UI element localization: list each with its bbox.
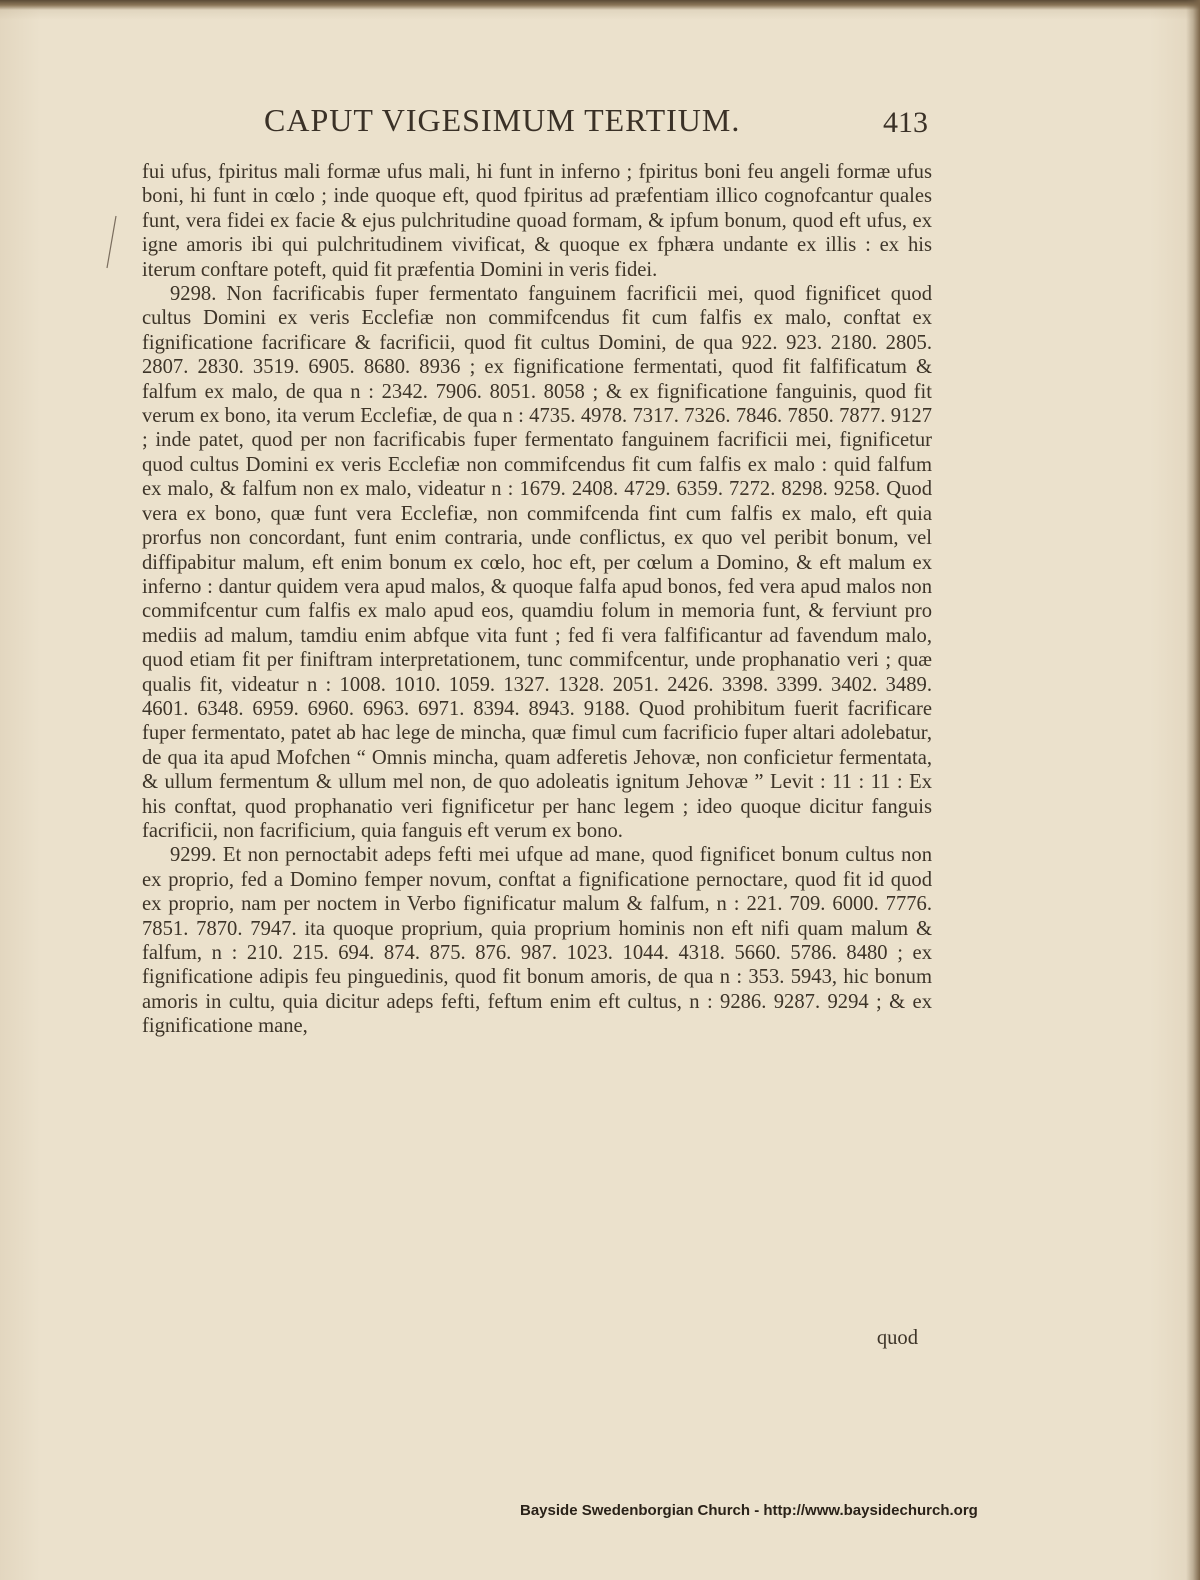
running-title: CAPUT VIGESIMUM TERTIUM. — [264, 102, 741, 138]
paragraph-continuation: fui ufus, fpiritus mali formæ ufus mali, hi funt in inferno ; fpiritus boni feu angeli formæ ufus boni, hi funt in cœlo ; inde quoque eft, quod fpiritus ad præfentiam illico cognofcantur quales funt, vera fidei ex facie & ejus pulchritudine quoad formam, & ipfum bonum, quod eft ufus, ex igne amoris ibi qui pulchritudinem vivificat, & quoque ex fphæra undante ex illis : ex his iterum conftare poteft, quid fit præfentia Domini in veris fidei. — [142, 161, 932, 281]
body-text — [142, 160, 932, 1039]
page-right-edge — [1186, 0, 1200, 1580]
margin-pencil-mark — [104, 214, 118, 270]
page-number: 413 — [883, 106, 928, 139]
page-top-edge — [0, 0, 1200, 10]
catchword: quod — [876, 1327, 918, 1349]
footer-credit: Bayside Swedenborgian Church - http://www.baysidechurch.org — [520, 1502, 978, 1519]
paragraph-9299: 9299. Et non pernoctabit adeps fefti mei ufque ad mane, quod fignificet bonum cultus non ex proprio, fed a Domino femper novum, conftat a fignificatione pernoctare, quod fit id quod ex proprio, nam per noctem in Verbo fignificatur malum & falfum, n : 221. 709. 6000. 7776. 7851. 7870. 7947. ita quoque proprium, quia proprium hominis non eft nifi quam malum & falfum, n : 210. 215. 694. 874. 875. 876. 987. 1023. 1044. 4318. 5660. 5786. 8480 ; ex fignificatione adipis feu pinguedinis, quod fit bonum amoris, de qua n : 353. 5943, hic bonum amoris in cultu, quia dicitur adeps fefti, feftum enim eft cultus, n : 9286. 9287. 9294 ; & ex fignificatione mane, — [142, 844, 932, 1038]
running-head — [142, 102, 932, 152]
paragraph-9298: 9298. Non facrificabis fuper fermentato fanguinem facrificii mei, quod fignificet quod cultus Domini ex veris Ecclefiæ non commifcendus fit cum falfis ex malo, conftat ex fignificatione facrificare & facrificii, quod fit cultus Domini, de qua 922. 923. 2180. 2805. 2807. 2830. 3519. 6905. 8680. 8936 ; ex fignificatione fermentati, quod fit falfificatum & falfum ex malo, de qua n : 2342. 7906. 8051. 8058 ; & ex fignificatione fanguinis, quod fit verum ex bono, ita verum Ecclefiæ, de qua n : 4735. 4978. 7317. 7326. 7846. 7850. 7877. 9127 ; inde patet, quod per non facrificabis fuper fermentato fanguinem facrificii mei, fignificetur quod cultus Domini ex veris Ecclefiæ non commifcendus fit cum falfis ex malo : quid falfum ex malo, & falfum non ex malo, videatur n : 1679. 2408. 4729. 6359. 7272. 8298. 9258. Quod vera ex bono, quæ funt vera Ecclefiæ, non commifcenda fint cum falfis ex malo, eft quia prorfus non concordant, funt enim contraria, unde conflictus, ex quo vel peribit bonum, vel diffipabitur malum, eft enim bonum ex cœlo, hoc eft, per cœlum a Domino, & eft malum ex inferno : dantur quidem vera apud malos, & quoque falfa apud bonos, fed vera apud malos non commifcentur cum falfis ex malo apud eos, quamdiu folum in memoria funt, & ferviunt pro mediis ad malum, tamdiu enim abfque vita funt ; fed fi vera falfificantur ad favendum malo, quod etiam fit per finiftram interpretationem, tunc commifcentur, unde prophanatio veri ; quæ qualis fit, videatur n : 1008. 1010. 1059. 1327. 1328. 2051. 2426. 3398. 3399. 3402. 3489. 4601. 6348. 6959. 6960. 6963. 6971. 8394. 8943. 9188. Quod prohibitum fuerit facrificare fuper fermentato, patet ab hac lege de mincha, quæ fimul cum facrificio fuper altari adolebatur, de qua ita apud Mofchen “ Omnis mincha, quam adferetis Jehovæ, non conficietur fermentata, & ullum fermentum & ullum mel non, de quo adoleatis ignitum Jehovæ ” Levit : 11 : 11 : Ex his conftat, quod prophanatio veri fignificetur per hanc legem ; ideo quoque dicitur fanguis facrificii, non facrificium, quia fanguis eft verum ex bono. — [142, 283, 932, 842]
